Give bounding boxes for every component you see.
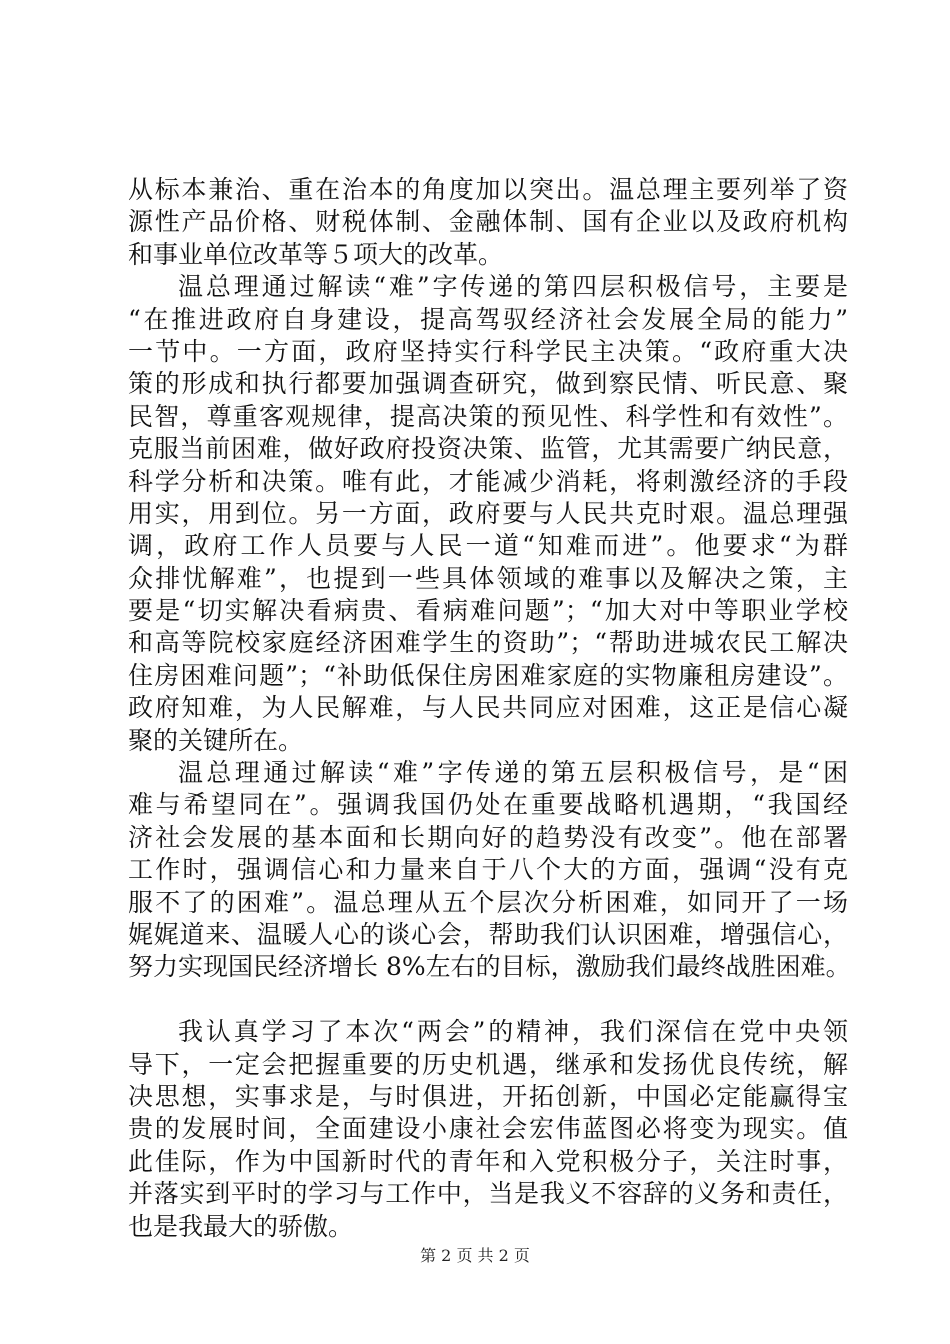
text-line: 民智，尊重客观规律，提高决策的预见性、科学性和有效性”。 — [128, 401, 848, 431]
text-line: 科学分析和决策。唯有此，才能减少消耗，将刺激经济的手段 — [128, 466, 848, 496]
text-line: 也是我最大的骄傲。 — [128, 1211, 354, 1241]
text-line: 并落实到平时的学习与工作中，当是我义不容辞的义务和责任， — [128, 1179, 848, 1209]
text-line: 贵的发展时间，全面建设小康社会宏伟蓝图必将变为现实。值 — [128, 1114, 848, 1144]
page-number-footer: 第 2 页 共 2 页 — [420, 1246, 530, 1265]
paragraph-gap — [128, 984, 848, 1016]
text-line: 和高等院校家庭经济困难学生的资助”；“帮助进城农民工解决 — [128, 628, 848, 658]
text-line: 决思想，实事求是，与时俱进，开拓创新，中国必定能赢得宝 — [128, 1081, 848, 1111]
text-line: 策的形成和执行都要加强调查研究，做到察民情、听民意、聚 — [128, 369, 848, 399]
document-body — [128, 174, 851, 1243]
text-line: 温总理通过解读“难”字传递的第五层积极信号，是“困 — [178, 758, 848, 788]
text-line: 要是“切实解决看病贵、看病难问题”；“加大对中等职业学校 — [128, 596, 848, 626]
text-line: 调，政府工作人员要与人民一道“知难而进”。他要求“为群 — [128, 531, 848, 561]
text-line: 难与希望同在”。强调我国仍处在重要战略机遇期，“我国经 — [128, 790, 848, 820]
text-line: 聚的关键所在。 — [128, 725, 304, 755]
text-line: 娓娓道来、温暖人心的谈心会，帮助我们认识困难，增强信心， — [128, 919, 848, 949]
text-line: 政府知难，为人民解难，与人民共同应对困难，这正是信心凝 — [128, 693, 848, 723]
text-line: 克服当前困难，做好政府投资决策、监管，尤其需要广纳民意， — [128, 434, 848, 464]
text-line: 服不了的困难”。温总理从五个层次分析困难，如同开了一场 — [128, 887, 848, 917]
text-line: 从标本兼治、重在治本的角度加以突出。温总理主要列举了资 — [128, 175, 848, 204]
text-line: “在推进政府自身建设，提高驾驭经济社会发展全局的能力” — [128, 304, 848, 334]
text-line: 和事业单位改革等５项大的改革。 — [128, 239, 504, 269]
text-line: 我认真学习了本次“两会”的精神，我们深信在党中央领 — [178, 1017, 848, 1047]
text-line: 济社会发展的基本面和长期向好的趋势没有改变”。他在部署 — [128, 822, 848, 852]
text-line: 一节中。一方面，政府坚持实行科学民主决策。“政府重大决 — [128, 336, 848, 366]
text-line: 源性产品价格、财税体制、金融体制、国有企业以及政府机构 — [128, 207, 848, 237]
text-line: 住房困难问题”；“补助低保住房困难家庭的实物廉租房建设”。 — [128, 660, 848, 690]
text-line: 工作时，强调信心和力量来自于八个大的方面，强调“没有克 — [128, 855, 848, 885]
text-line: 众排忧解难”，也提到一些具体领域的难事以及解决之策，主 — [128, 563, 848, 593]
text-line: 此佳际，作为中国新时代的青年和入党积极分子，关注时事， — [128, 1146, 848, 1176]
text-line: 努力实现国民经济增长 8%左右的目标，激励我们最终战胜困难。 — [128, 952, 851, 982]
text-line: 温总理通过解读“难”字传递的第四层积极信号，主要是 — [178, 272, 848, 302]
text-line: 用实，用到位。另一方面，政府要与人民共克时艰。温总理强 — [128, 498, 848, 528]
text-line: 导下，一定会把握重要的历史机遇，继承和发扬优良传统，解 — [128, 1049, 848, 1079]
